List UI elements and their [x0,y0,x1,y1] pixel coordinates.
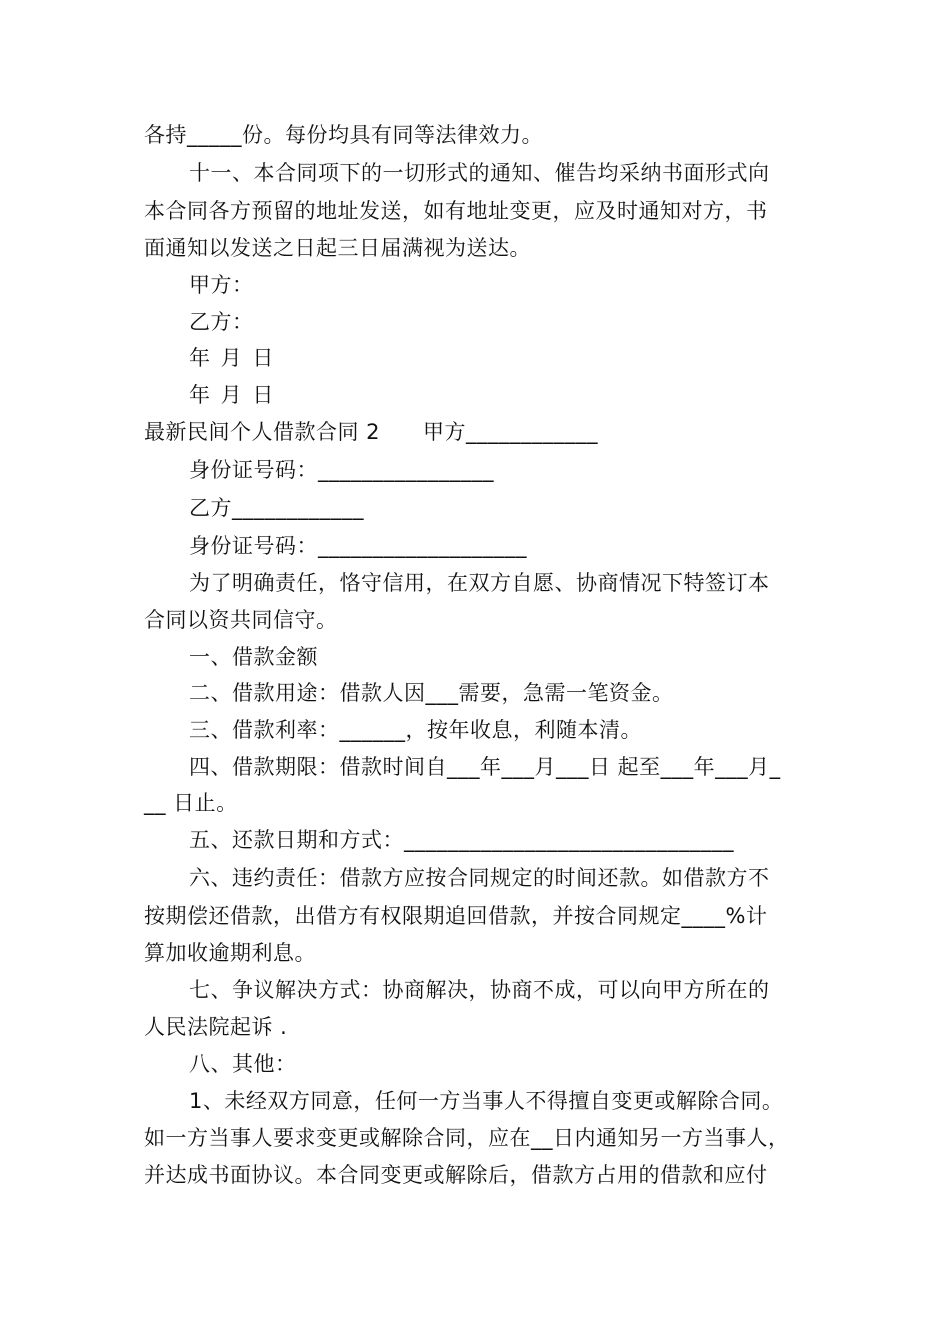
text-line: 合同以资共同信守。 [144,608,338,632]
preamble-line: 为了明确责任，恪守信用，在双方自愿、协商情况下特签订本 [189,571,770,595]
clause-5-line: 五、还款日期和方式：______________________________ [189,828,734,852]
date-line: 年 月 日 [189,383,274,407]
id-number-line: 身份证号码：________________ [189,458,494,482]
text-line: __ 日止。 [144,791,238,815]
clause-4-line: 四、借款期限：借款时间自___年___月___日 起至___年___月_ [189,755,781,779]
text-line: 按期偿还借款，出借方有权限期追回借款，并按合同规定____%计 [144,904,768,928]
clause-8-heading: 八、其他： [189,1052,297,1076]
contract-title-line: 最新民间个人借款合同 2 甲方____________ [144,420,599,444]
party-b-line: 乙方____________ [189,496,364,520]
id-number-line: 身份证号码：___________________ [189,534,527,558]
text-line: 算加收逾期利息。 [144,941,316,965]
clause-2-line: 二、借款用途：借款人因___需要，急需一笔资金。 [189,681,674,705]
text-line: 本合同各方预留的地址发送，如有地址变更，应及时通知对方，书 [144,199,768,223]
clause-6-line: 六、违约责任：借款方应按合同规定的时间还款。如借款方不 [189,866,770,890]
text-line: 如一方当事人要求变更或解除合同，应在__日内通知另一方当事人， [144,1126,790,1150]
date-line: 年 月 日 [189,346,274,370]
clause-8-item-1-line: 1、未经双方同意，任何一方当事人不得擅自变更或解除合同。 [189,1089,784,1113]
text-line: 各持_____份。每份均具有同等法律效力。 [144,123,543,147]
party-b-signature-label: 乙方： [189,310,254,334]
text-line: 并达成书面协议。本合同变更或解除后，借款方占用的借款和应付 [144,1163,768,1187]
text-line: 人民法院起诉 . [144,1015,288,1039]
clause-7-line: 七、争议解决方式：协商解决，协商不成，可以向甲方所在的 [189,978,770,1002]
clause-11-line: 十一、本合同项下的一切形式的通知、催告均采纳书面形式向 [189,161,770,185]
clause-1-heading: 一、借款金额 [189,645,318,669]
party-a-signature-label: 甲方： [189,273,254,297]
clause-3-line: 三、借款利率：______，按年收息，利随本清。 [189,718,642,742]
text-line: 面通知以发送之日起三日届满视为送达。 [144,236,531,260]
